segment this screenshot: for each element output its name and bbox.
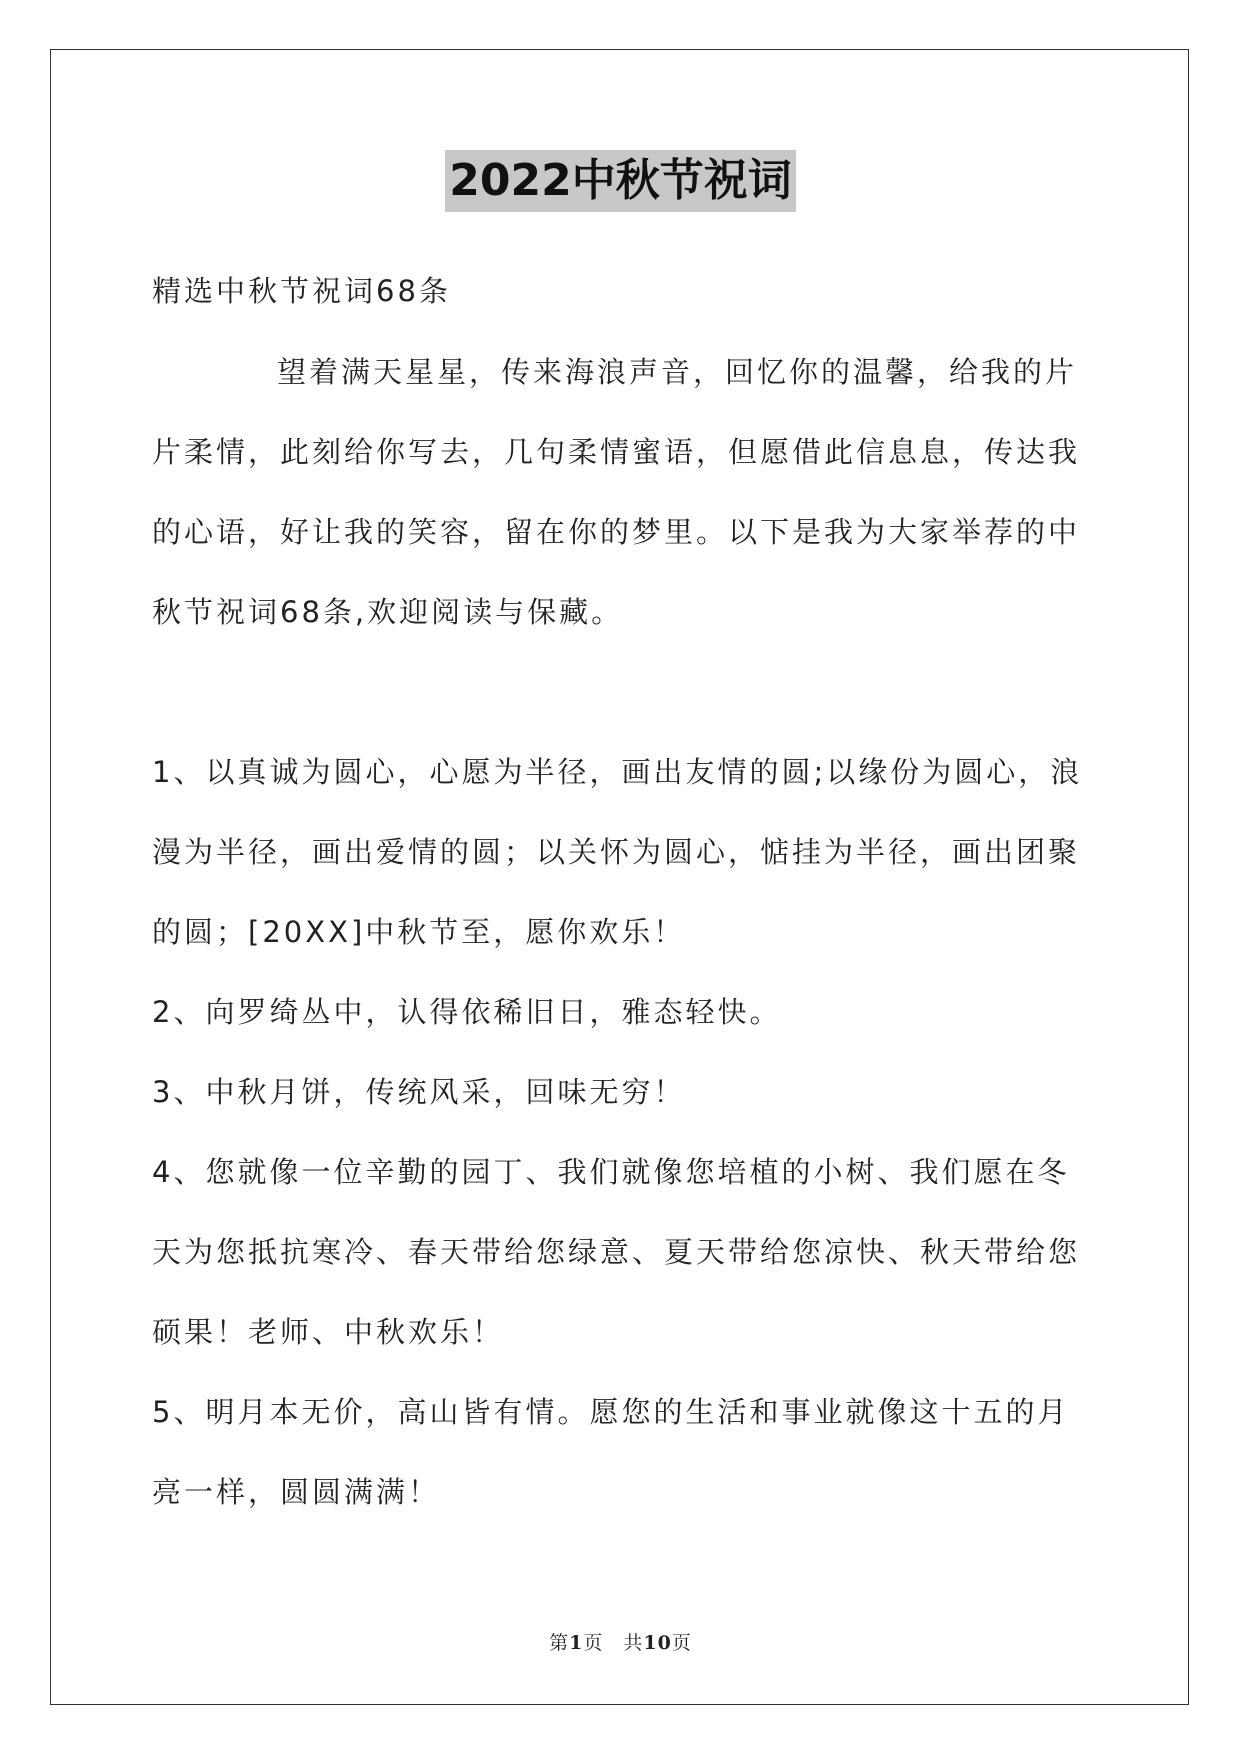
total-suffix: 页 xyxy=(671,1632,692,1654)
total-prefix: 共 xyxy=(623,1632,644,1654)
document-body xyxy=(152,262,1092,1532)
page-footer xyxy=(0,1628,1241,1655)
page-suffix: 页 xyxy=(583,1632,604,1654)
list-item: 4、您就像一位辛勤的园丁、我们就像您培植的小树、我们愿在冬天为您抵抗寒冷、春天带给您绿意、夏天带给您凉快、秋天带给您硕果！老师、中秋欢乐！ xyxy=(152,1155,1081,1349)
list-item: 1、以真诚为圆心，心愿为半径，画出友情的圆;以缘份为圆心，浪漫为半径，画出爱情的圆；以关怀为圆心，惦挂为半径，画出团聚的圆；[20XX]中秋节至，愿你欢乐！ xyxy=(152,755,1083,949)
total-page-number: 10 xyxy=(643,1632,672,1654)
current-page-number: 1 xyxy=(569,1632,584,1654)
page-prefix: 第 xyxy=(549,1632,570,1654)
list-item: 2、向罗绮丛中，认得依稀旧日，雅态轻快。 xyxy=(152,995,782,1029)
list-item: 5、明月本无价，高山皆有情。愿您的生活和事业就像这十五的月亮一样，圆圆满满！ xyxy=(152,1395,1070,1509)
paragraph-spacer xyxy=(152,652,1092,732)
intro-paragraph: 望着满天星星，传来海浪声音，回忆你的温馨，给我的片片柔情，此刻给你写去，几句柔情蜜语，但愿借此信息息，传达我的心语，好让我的笑容，留在你的梦里。以下是我为大家举荐的中秋节祝词68条,欢迎阅读与保藏。 xyxy=(152,355,1081,629)
list-item: 3、中秋月饼，传统风采，回味无穷！ xyxy=(152,1075,686,1109)
document-subtitle: 精选中秋节祝词68条 xyxy=(152,274,451,308)
title-container xyxy=(0,150,1241,212)
document-title: 2022中秋节祝词 xyxy=(445,150,795,212)
